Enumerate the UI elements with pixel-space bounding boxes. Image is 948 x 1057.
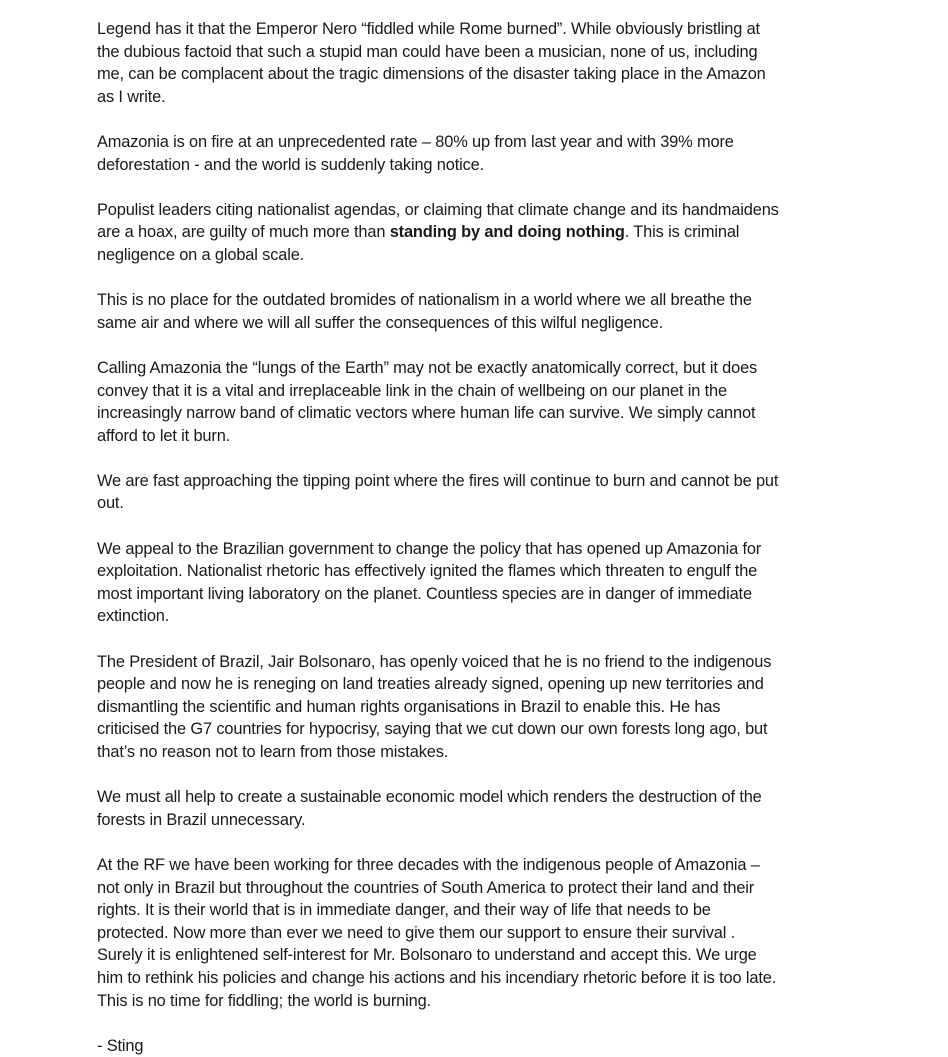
paragraph-nationalism: This is no place for the outdated bromides of nationalism in a world where we all breathe the same air and where we will all suffer the consequences of this wilful negligence.	[97, 291, 752, 332]
paragraph-populist-leaders	[97, 199, 887, 267]
paragraph-fire-rate: Amazonia is on fire at an unprecedented rate – 80% up from last year and with 39% more deforestation - and the world is suddenly taking notice.	[97, 132, 734, 174]
paragraph-appeal: We appeal to the Brazilian government to change the policy that has opened up Amazonia for exploitation. Nationalist rhetoric has effectively ignited the flames which threaten to engulf the most important living laboratory on the planet. Countless species are in danger of immediate extinction.	[97, 539, 762, 626]
paragraph-text: Populist leaders citing nationalist agendas, or claiming that climate change and its handmaidens are a hoax, are guilty of much more than	[97, 200, 779, 242]
paragraph-tipping-point: We are fast approaching the tipping point where the fires will continue to burn and cannot be put out.	[97, 471, 779, 513]
paragraph-nero-legend: Legend has it that the Emperor Nero “fiddled while Rome burned”. While obviously bristling at the dubious factoid that such a stupid man could have been a musician, none of us, including me, can be complacent about the tragic dimensions of the disaster taking place in the Amazon as I write.	[97, 20, 766, 106]
emphasis-text: standing by and doing nothing	[389, 223, 625, 242]
paragraph-lungs-of-earth: Calling Amazonia the “lungs of the Earth” may not be exactly anatomically correct, but it does convey that it is a vital and irreplaceable link in the chain of wellbeing on our planet in the increasingly narrow band of climatic vectors where human life can survive. We simply cannot afford to let it burn.	[97, 358, 758, 445]
letter-document	[97, 18, 887, 1057]
paragraph-sustainable-model: We must all help to create a sustainable economic model which renders the destruction of the forests in Brazil unnecessary.	[97, 788, 762, 829]
paragraph-president: The President of Brazil, Jair Bolsonaro, has openly voiced that he is no friend to the indigenous people and now he is reneging on land treaties already signed, opening up new territories and dismantling the scientific and human rights organisations in Brazil to enable this. He has criticised the G7 countries for hypocrisy, saying that we cut down our own forests long ago, but that’s no reason not to learn from those mistakes.	[97, 652, 772, 761]
paragraph-rainforest-foundation: At the RF we have been working for three decades with the indigenous people of Amazonia – not only in Brazil but throughout the countries of South America to protect their land and their rights. It is their world that is in immediate danger, and their way of life that needs to be protected. Now more than ever we need to give them our support to ensure their survival . Surely it is enlightened self-interest for Mr. Bolsonaro to understand and accept this. We urge him to rethink his policies and change his actions and his incendiary rhetoric before it is too late. This is no time for fiddling; the world is burning.	[97, 855, 777, 1010]
signature: - Sting	[97, 1036, 144, 1055]
paragraph-text: . This is criminal negligence on a global scale.	[97, 223, 740, 264]
